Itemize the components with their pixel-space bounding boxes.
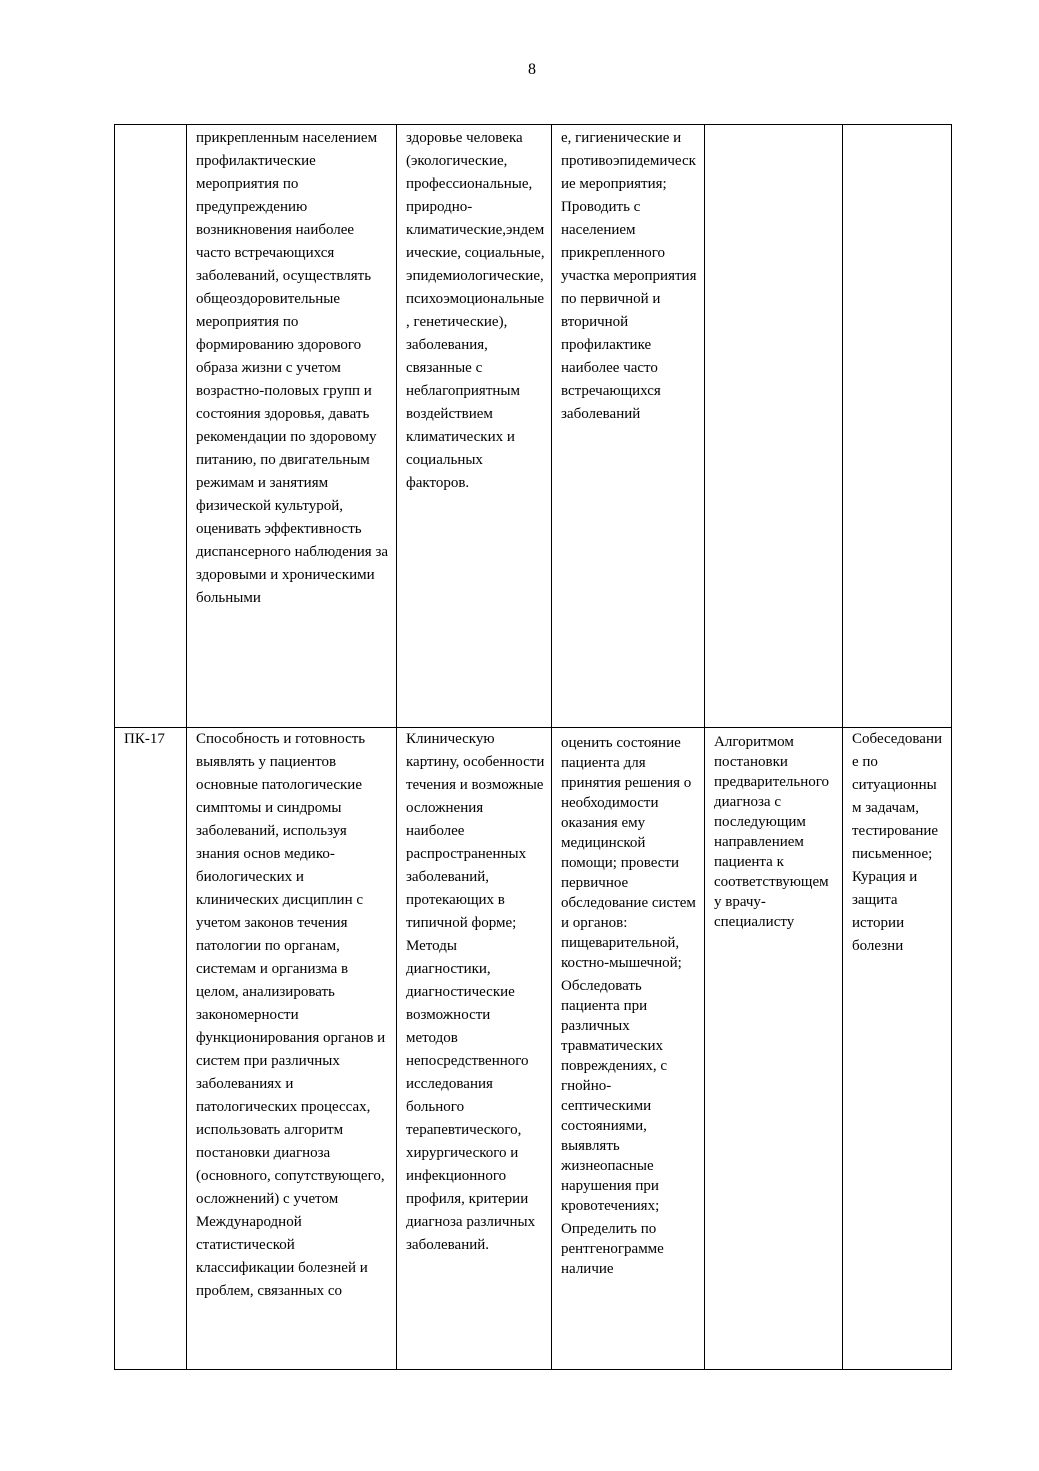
assessment-cell: Собеседование по ситуационным задачам, тестирование письменное; Курация и защита истории болезни bbox=[843, 728, 952, 1370]
mastery-cell: Алгоритмом постановки предварительного диагноза с последующим направлением пациента к соответствующему врачу-специалисту bbox=[705, 728, 843, 1370]
knowledge-cell: Клиническую картину, особенности течения и возможные осложнения наиболее распространенных заболеваний, протекающих в типичной форме; Методы диагностики, диагностические возможности методов непосредственного исследования больного терапевтического, хирургического и инфекционного профиля, критерии диагноза различных заболеваний. bbox=[397, 728, 552, 1370]
skills-paragraph: оценить состояние пациента для принятия решения о необходимости оказания ему медицинской помощи; провести первичное обследование систем и органов: пищеварительной, костно-мышечной; bbox=[561, 735, 696, 971]
competence-description-cell: прикрепленным населением профилактические мероприятия по предупреждению возникновения наиболее часто встречающихся заболеваний, осуществлять общеоздоровительные мероприятия по формированию здорового образа жизни с учетом возрастно-половых групп и состояния здоровья, давать рекомендации по здоровому питанию, по двигательным режимам и занятиям физической культурой, оценивать эффективность диспансерного наблюдения за здоровыми и хроническими больными bbox=[187, 125, 397, 728]
skills-paragraph: Обследовать пациента при различных травматических повреждениях, с гнойно-септическими состояниями, выявлять жизнеопасные нарушения при кровотечениях; bbox=[561, 978, 668, 1214]
skills-cell bbox=[552, 728, 705, 1370]
competence-code-cell: ПК-17 bbox=[115, 728, 187, 1370]
competence-description-cell: Способность и готовность выявлять у пациентов основные патологические симптомы и синдромы заболеваний, используя знания основ медико-биологических и клинических дисциплин с учетом законов течения патологии по органам, системам и организма в целом, анализировать закономерности функционирования органов и систем при различных заболеваниях и патологических процессах, использовать алгоритм постановки диагноза (основного, сопутствующего, осложнений) с учетом Международной статистической классификации болезней и проблем, связанных со bbox=[187, 728, 397, 1370]
competence-table bbox=[114, 124, 952, 1370]
skills-cell: е, гигиенические и противоэпидемические мероприятия; Проводить с населением прикрепленного участка мероприятия по первичной и вторичной профилактике наиболее часто встречающихся заболеваний bbox=[552, 125, 705, 728]
skills-paragraph: Определить по рентгенограмме наличие bbox=[561, 1221, 664, 1277]
knowledge-cell: здоровье человека (экологические, профессиональные, природно-климатические,эндемические, социальные, эпидемиологические, психоэмоциональные, генетические), заболевания, связанные с неблагоприятным воздействием климатических и социальных факторов. bbox=[397, 125, 552, 728]
assessment-cell bbox=[843, 125, 952, 728]
competence-code-cell bbox=[115, 125, 187, 728]
table-row bbox=[115, 728, 952, 1370]
table-row bbox=[115, 125, 952, 728]
page-number: 8 bbox=[528, 61, 536, 78]
mastery-cell bbox=[705, 125, 843, 728]
